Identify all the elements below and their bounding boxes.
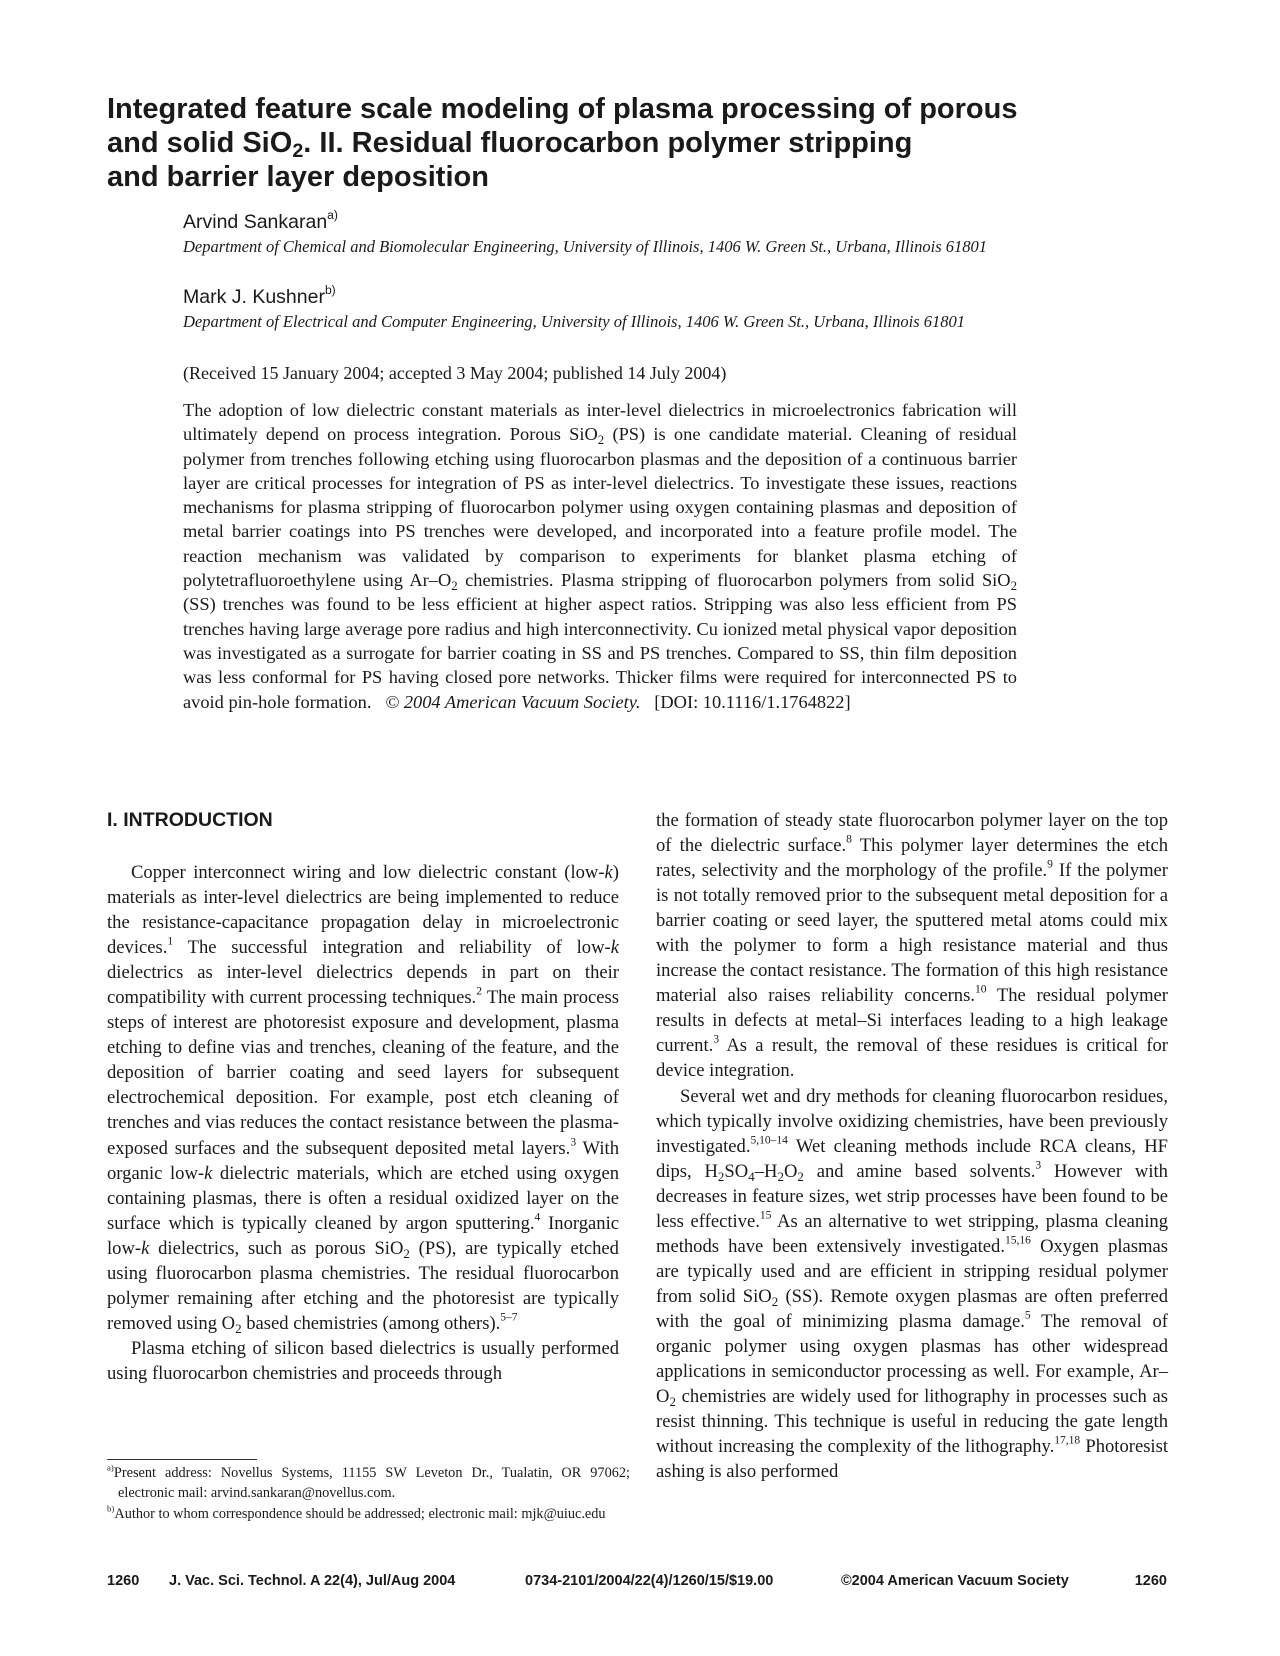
citation[interactable]: 5 — [1024, 1309, 1031, 1322]
title-line: and barrier layer deposition — [107, 161, 489, 193]
page-footer — [107, 1573, 1167, 1593]
citation[interactable]: 17,18 — [1054, 1434, 1081, 1447]
abstract: The adoption of low dielectric constant materials as inter-level dielectrics in microelectronics fabrication will ultimately depend on process integration. Porous SiO$_2$ (PS) is one candidate material. Cleaning of residual polymer from trenches following etching using fluorocarbon plasmas and the deposition of a continuous barrier layer are critical processes for integration of PS as inter-level dielectrics. To investigate these issues, reactions mechanisms for plasma stripping of fluorocarbon polymer using oxygen containing plasmas and deposition of metal barrier coatings into PS trenches were developed, and incorporated into a feature profile model. The reaction mechanism was validated by comparison to experiments for blanket plasma etching of polytetrafluoroethylene using $Ar-O_2$ chemistries. Plasma stripping of fluorocarbon polymers from solid SiO$_2$ (SS) trenches was found to be less efficient at higher aspect ratios. Stripping was also less efficient from PS trenches having large average pore radius and high interconnectivity. Cu ionized metal physical vapor deposition was investigated as a surrogate for barrier coating in SS and PS trenches. Compared to SS, thin film deposition was less conformal for PS having closed pore networks. Thicker films were required for interconnected PS to avoid pin-hole formation. © 2004 American Vacuum Society. [DOI: 10.1116/1.1764822] — [183, 400, 1018, 712]
author-affiliation: Department of Chemical and Biomolecular Engineering, University of Illinois, 1406 W. Green St., Urbana, Illinois 61801 — [183, 237, 987, 256]
citation[interactable]: 4 — [534, 1211, 541, 1224]
body-paragraph: the formation of steady state fluorocarbon polymer layer on the top of the dielectric surface.$^8$ This polymer layer determines the etch rates, selectivity and the morphology of the profile.$^9$ If the polymer is not totally removed prior to the subsequent metal deposition for a barrier coating or seed layer, the sputtered metal atoms could mix with the polymer to form a high resistance material and thus increase the contact resistance. The formation of this high resistance material also raises reliability concerns.$^{10}$ The residual polymer results in defects at metal–Si interfaces leading to a high leakage current.$^3$ As a result, the removal of these residues is critical for device integration. — [656, 810, 1168, 1082]
body-paragraph: Several wet and dry methods for cleaning fluorocarbon residues, which typically involve oxidizing chemistries, have been previously investigated.$^{5,10-14}$ Wet cleaning methods include RCA cleans, HF dips, $H_2SO_4-H_2O_2$ and amine based solvents.$^3$ However with decreases in feature sizes, wet strip processes have been found to be less effective.$^{15}$ As an alternative to wet stripping, plasma cleaning methods have been extensively investigated.$^{15,16}$ Oxygen plasmas are typically used and are efficient in stripping residual polymer from solid SiO$_2$ (SS). Remote oxygen plasmas are often preferred with the goal of minimizing plasma damage.$^5$ The removal of organic polymer using oxygen plasmas has other widespread applications in semiconductor processing as well. For example, $Ar-O_2$ chemistries are widely used for lithography in processes such as resist thinning. This technique is useful in reducing the gate length without increasing the complexity of the lithography.$^{17,18}$ Photoresist ashing is also performed — [656, 1085, 1169, 1483]
article-code: 0734-2101/2004/22(4)/1260/15/$19.00 — [525, 1573, 774, 1589]
author-name: Mark J. Kushner$^{b)}$ — [183, 282, 336, 308]
journal-citation: J. Vac. Sci. Technol. A 22(4), Jul/Aug 2004 — [169, 1573, 456, 1589]
author-name: Arvind Sankaran$^{a)}$ — [183, 207, 338, 233]
section-heading: I. INTRODUCTION — [107, 809, 273, 831]
body-paragraph: Plasma etching of silicon based dielectrics is usually performed using fluorocarbon chemistries and proceeds through — [107, 1337, 619, 1384]
author-footnote-mark: b) — [324, 282, 336, 297]
citation[interactable]: 3 — [1035, 1159, 1042, 1172]
author-affiliation: Department of Electrical and Computer Engineering, University of Illinois, 1406 W. Green St., Urbana, Illinois 61801 — [183, 312, 965, 331]
footnote-mark: a) — [107, 1462, 114, 1473]
title-line: . II. Residual fluorocarbon polymer stripping — [303, 127, 913, 159]
citation[interactable]: 9 — [1047, 858, 1053, 871]
citation[interactable]: 2 — [476, 985, 482, 998]
footnote-mark: b) — [107, 1503, 115, 1514]
page-number: 1260 — [107, 1573, 140, 1589]
page-number: 1260 — [1134, 1573, 1167, 1589]
footnote: $^{b)}$Author to whom correspondence should be addressed; electronic mail: mjk@uiuc.edu — [107, 1503, 606, 1522]
title-line: Integrated feature scale modeling of plasma processing of porous — [107, 93, 1018, 125]
footnote: $^{a)}$Present address: Novellus Systems, 11155 SW Leveton Dr., Tualatin, OR 97062; electronic mail: arvind.sankaran@novellus.com. — [107, 1462, 630, 1502]
citation[interactable]: 15,16 — [1005, 1234, 1031, 1247]
citation[interactable]: 15 — [759, 1209, 772, 1222]
citation[interactable]: 3 — [570, 1135, 577, 1148]
copyright-footer: ©2004 American Vacuum Society — [841, 1573, 1069, 1589]
citation[interactable]: 8 — [846, 833, 852, 846]
citation[interactable]: 5,10–14 — [750, 1133, 788, 1146]
received-dates: (Received 15 January 2004; accepted 3 May 2004; published 14 July 2004) — [183, 363, 727, 383]
copyright-notice: © 2004 American Vacuum Society. — [385, 691, 641, 712]
paper-title — [107, 92, 1067, 194]
citation[interactable]: 1 — [167, 935, 174, 948]
citation[interactable]: 5–7 — [500, 1311, 518, 1324]
citation[interactable]: 10 — [975, 983, 987, 996]
title-line: and solid SiO — [107, 127, 293, 159]
author-footnote-mark: a) — [327, 207, 338, 222]
doi-link[interactable]: [DOI: 10.1116/1.1764822] — [654, 691, 851, 712]
citation[interactable]: 3 — [713, 1033, 720, 1046]
footnote-divider — [107, 1459, 257, 1460]
right-column — [656, 808, 1168, 1484]
body-paragraph: Copper interconnect wiring and low dielectric constant (low-k) materials as inter-level dielectrics are being implemented to reduce the resistance-capacitance propagation delay in microelectronic devices.$^1$ The successful integration and reliability of low-k dielectrics as inter-level dielectrics depends in part on their compatibility with current processing techniques.$^2$ The main process steps of interest are photoresist exposure and development, plasma etching to define vias and trenches, cleaning of the feature, and the deposition of barrier coating and seed layers for subsequent electrochemical deposition. For example, post etch cleaning of trenches and vias reduces the contact resistance between the plasma-exposed surfaces and the subsequent deposited metal layers.$^3$ With organic low-k dielectric materials, which are etched using oxygen containing plasmas, there is often a residual oxidized layer on the surface which is typically cleaned by argon sputtering.$^4$ Inorganic low-k dielectrics, such as porous SiO$_2$ (PS), are typically etched using fluorocarbon plasma chemistries. The residual fluorocarbon polymer remaining after etching and the photoresist are typically removed using $O_2$ based chemistries (among others).$^{5-7}$ — [107, 862, 619, 1336]
left-column — [107, 808, 619, 1386]
subscript: 2 — [292, 139, 304, 162]
